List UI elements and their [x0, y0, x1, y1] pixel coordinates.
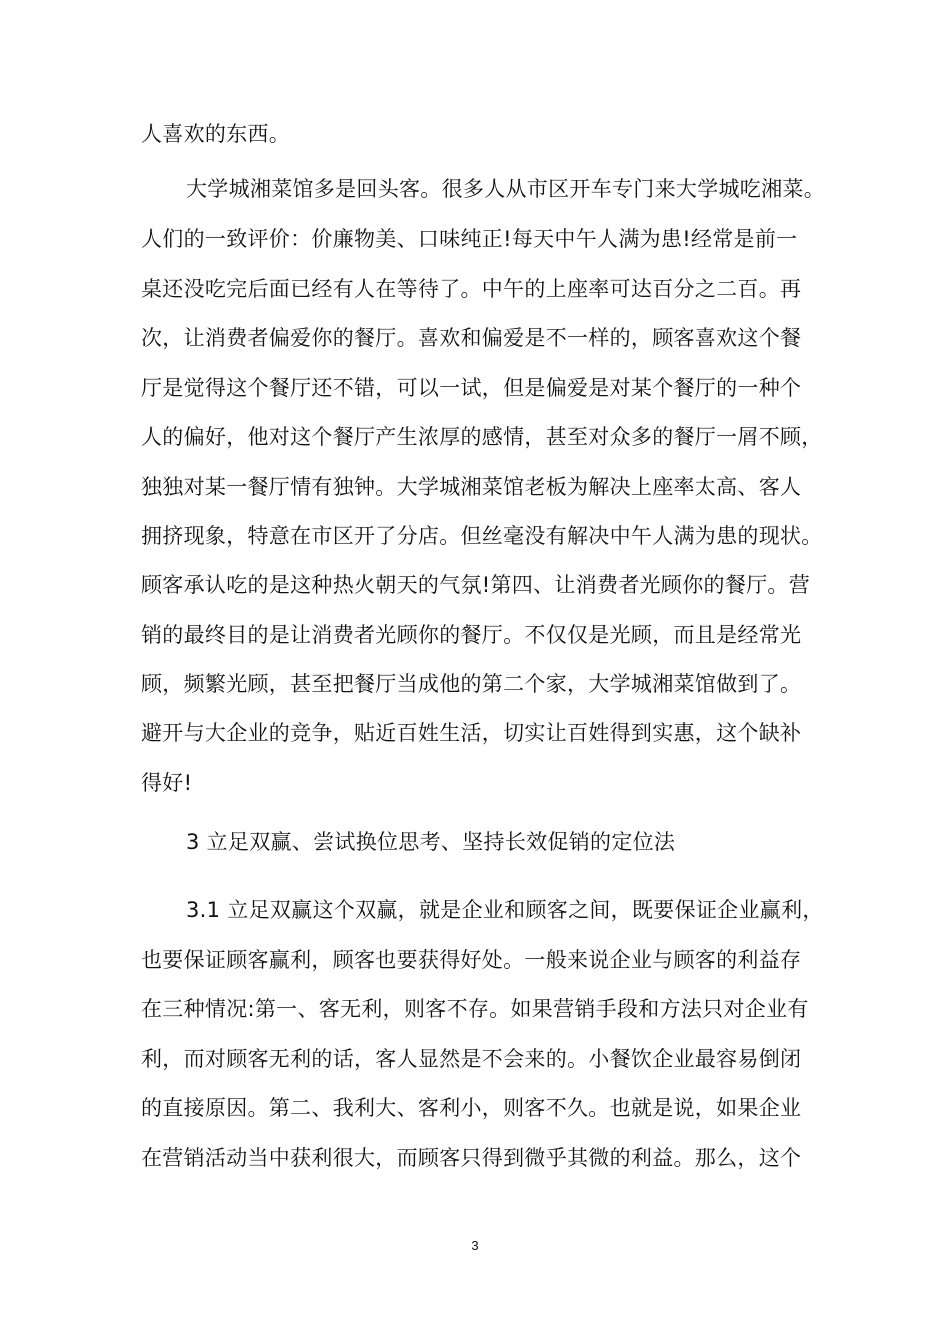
section-heading: 3 立足双赢、尝试换位思考、坚持长效促销的定位法: [186, 830, 676, 854]
text-line: 人们的一致评价：价廉物美、口味纯正!每天中午人满为患!经常是前一: [141, 227, 798, 251]
text-line: 在营销活动当中获利很大，而顾客只得到微乎其微的利益。那么，这个: [141, 1146, 802, 1170]
text-line: 顾客承认吃的是这种热火朝天的气氛!第四、让消费者光顾你的餐厅。营: [141, 573, 811, 597]
text-line: 拥挤现象，特意在市区开了分店。但丝毫没有解决中午人满为患的现状。: [141, 524, 823, 548]
text-line: 避开与大企业的竞争，贴近百姓生活，切实让百姓得到实惠，这个缺补: [141, 721, 802, 745]
paragraph-start-line: 大学城湘菜馆多是回头客。很多人从市区开车专门来大学城吃湘菜。: [186, 177, 825, 201]
text-line: 利，而对顾客无利的话，客人显然是不会来的。小餐饮企业最容易倒闭: [141, 1047, 802, 1071]
text-line: 厅是觉得这个餐厅还不错，可以一试，但是偏爱是对某个餐厅的一种个: [141, 376, 802, 400]
text-line: 次，让消费者偏爱你的餐厅。喜欢和偏爱是不一样的，顾客喜欢这个餐: [141, 326, 802, 350]
text-line: 顾，频繁光顾，甚至把餐厅当成他的第二个家，大学城湘菜馆做到了。: [141, 672, 802, 696]
text-line: 人的偏好，他对这个餐厅产生浓厚的感情，甚至对众多的餐厅一屑不顾，: [141, 425, 823, 449]
page-number: 3: [471, 1238, 479, 1253]
text-line: 在三种情况:第一、客无利，则客不存。如果营销手段和方法只对企业有: [141, 997, 809, 1021]
text-line: 销的最终目的是让消费者光顾你的餐厅。不仅仅是光顾，而且是经常光: [141, 623, 802, 647]
text-line: 得好!: [141, 771, 193, 795]
text-line: 人喜欢的东西。: [141, 122, 291, 146]
paragraph-start-line: 3.1 立足双赢这个双赢，就是企业和顾客之间，既要保证企业赢利，: [186, 898, 824, 922]
text-line: 独独对某一餐厅情有独钟。大学城湘菜馆老板为解决上座率太高、客人: [141, 475, 802, 499]
text-line: 桌还没吃完后面已经有人在等待了。中午的上座率可达百分之二百。再: [141, 277, 802, 301]
text-line: 也要保证顾客赢利，顾客也要获得好处。一般来说企业与顾客的利益存: [141, 948, 802, 972]
text-line: 的直接原因。第二、我利大、客利小，则客不久。也就是说，如果企业: [141, 1096, 802, 1120]
